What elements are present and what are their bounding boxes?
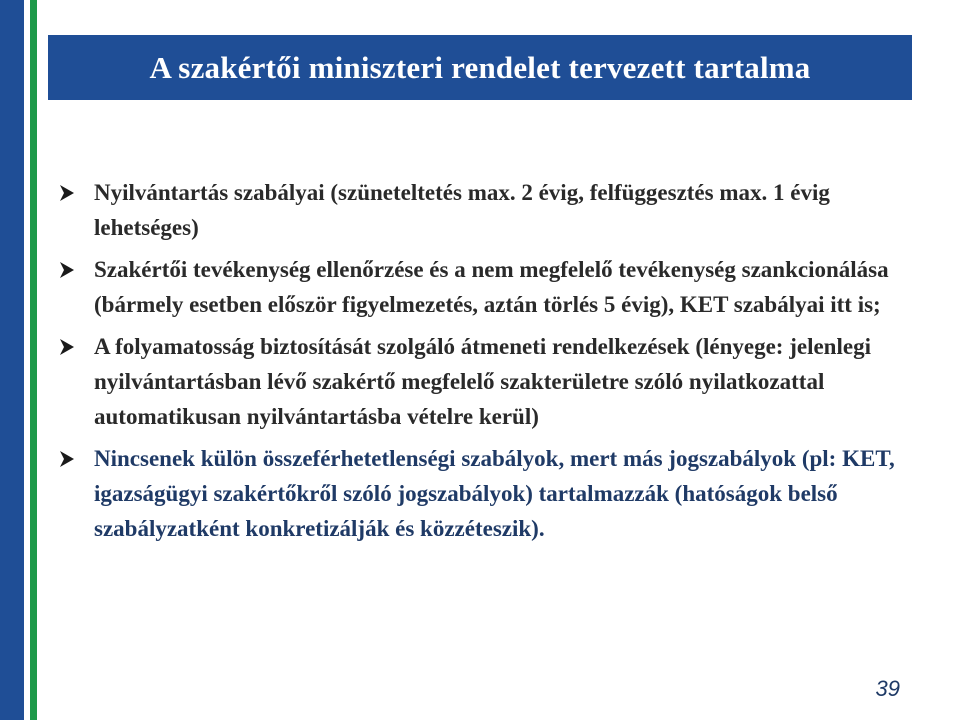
page-number: 39 xyxy=(875,676,900,701)
bullet-item xyxy=(58,175,898,245)
bullet-text: Szakértői tevékenység ellenőrzése és a nem megfelelő tevékenység szankcionálása (bármely esetben először figyelmezetés, aztán törlés 5 évig), KET szabályai itt is; xyxy=(94,257,889,317)
left-accent-bar-green xyxy=(30,0,37,720)
arrowhead-bullet-icon xyxy=(58,261,76,279)
bullet-list xyxy=(58,175,898,553)
title-banner xyxy=(48,35,912,100)
bullet-text: Nincsenek külön összeférhetetlenségi szabályok, mert más jogszabályok (pl: KET, igazságügyi szakértőkről szóló jogszabályok) tartalmazzák (hatóságok belső szabályzatként konkretizálják és közzéteszik). xyxy=(94,446,895,541)
slide-title: A szakértői miniszteri rendelet tervezett tartalma xyxy=(149,49,811,85)
arrowhead-bullet-icon xyxy=(58,184,76,202)
arrowhead-bullet-icon xyxy=(58,338,76,356)
bullet-item xyxy=(58,441,898,546)
bullet-item xyxy=(58,329,898,434)
bullet-item xyxy=(58,252,898,322)
arrowhead-bullet-icon xyxy=(58,450,76,468)
bullet-text: Nyilvántartás szabályai (szüneteltetés max. 2 évig, felfüggesztés max. 1 évig lehetséges) xyxy=(94,180,830,240)
left-accent-bar-blue xyxy=(0,0,24,720)
bullet-text: A folyamatosság biztosítását szolgáló átmeneti rendelkezések (lényege: jelenlegi nyilvántartásban lévő szakértő megfelelő szakterületre szóló nyilatkozattal automatikusan nyilvántartásba vételre kerül) xyxy=(94,334,871,429)
